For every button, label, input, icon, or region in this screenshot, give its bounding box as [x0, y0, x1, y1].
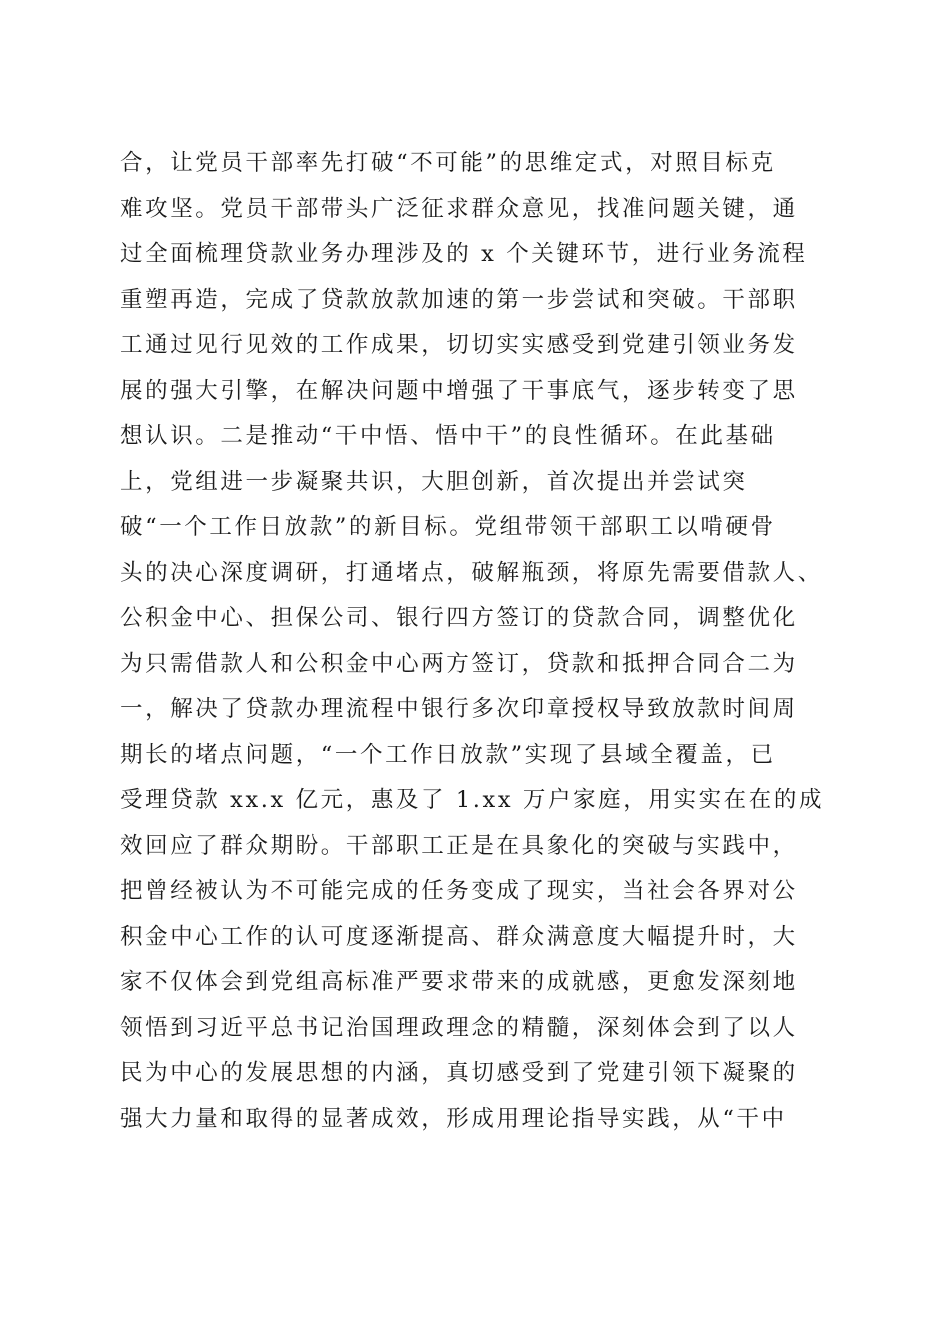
text-line: 家不仅体会到党组高标准严要求带来的成就感，更愈发深刻地 [120, 969, 798, 995]
text-line: 公积金中心、担保公司、银行四方签订的贷款合同，调整优化 [120, 605, 798, 631]
text-line: 一，解决了贷款办理流程中银行多次印章授权导致放款时间周 [120, 696, 798, 722]
text-line: 领悟到习近平总书记治国理政理念的精髓，深刻体会到了以人 [120, 1014, 798, 1041]
text-line: 民为中心的发展思想的内涵，真切感受到了党建引领下凝聚的 [120, 1060, 798, 1086]
text-line: 受理贷款 xx.x 亿元，惠及了 1.xx 万户家庭，用实实在在的成 [120, 787, 825, 813]
text-line: 头的决心深度调研，打通堵点，破解瓶颈，将原先需要借款人、 [120, 559, 823, 586]
text-line: 想认识。二是推动“干中悟、悟中干”的良性循环。在此基础 [120, 423, 776, 449]
text-line: 效回应了群众期盼。干部职工正是在具象化的突破与实践中， [120, 832, 798, 859]
text-line: 重塑再造，完成了贷款放款加速的第一步尝试和突破。干部职 [120, 286, 798, 313]
body-paragraph [120, 141, 840, 1142]
text-line: 破“一个工作日放款”的新目标。党组带领干部职工以啃硬骨 [120, 514, 776, 540]
text-line: 难攻坚。党员干部带头广泛征求群众意见，找准问题关键，通 [120, 195, 798, 222]
text-line: 积金中心工作的认可度逐渐提高、群众满意度大幅提升时，大 [120, 923, 798, 950]
text-line: 展的强大引擎，在解决问题中增强了干事底气，逐步转变了思 [120, 377, 798, 404]
text-line: 过全面梳理贷款业务办理涉及的 x 个关键环节，进行业务流程 [120, 241, 808, 267]
text-line: 上，党组进一步凝聚共识，大胆创新，首次提出并尝试突 [120, 468, 748, 495]
text-line: 期长的堵点问题，“一个工作日放款”实现了县域全覆盖，已 [120, 741, 776, 768]
text-line: 工通过见行见效的工作成果，切切实实感受到党建引领业务发 [120, 332, 798, 358]
text-line: 为只需借款人和公积金中心两方签订，贷款和抵押合同合二为 [120, 650, 798, 677]
text-line: 把曾经被认为不可能完成的任务变成了现实，当社会各界对公 [120, 878, 798, 904]
text-line: 合，让党员干部率先打破“不可能”的思维定式，对照目标克 [120, 150, 776, 176]
text-line: 强大力量和取得的显著成效，形成用理论指导实践，从“干中 [120, 1105, 787, 1132]
